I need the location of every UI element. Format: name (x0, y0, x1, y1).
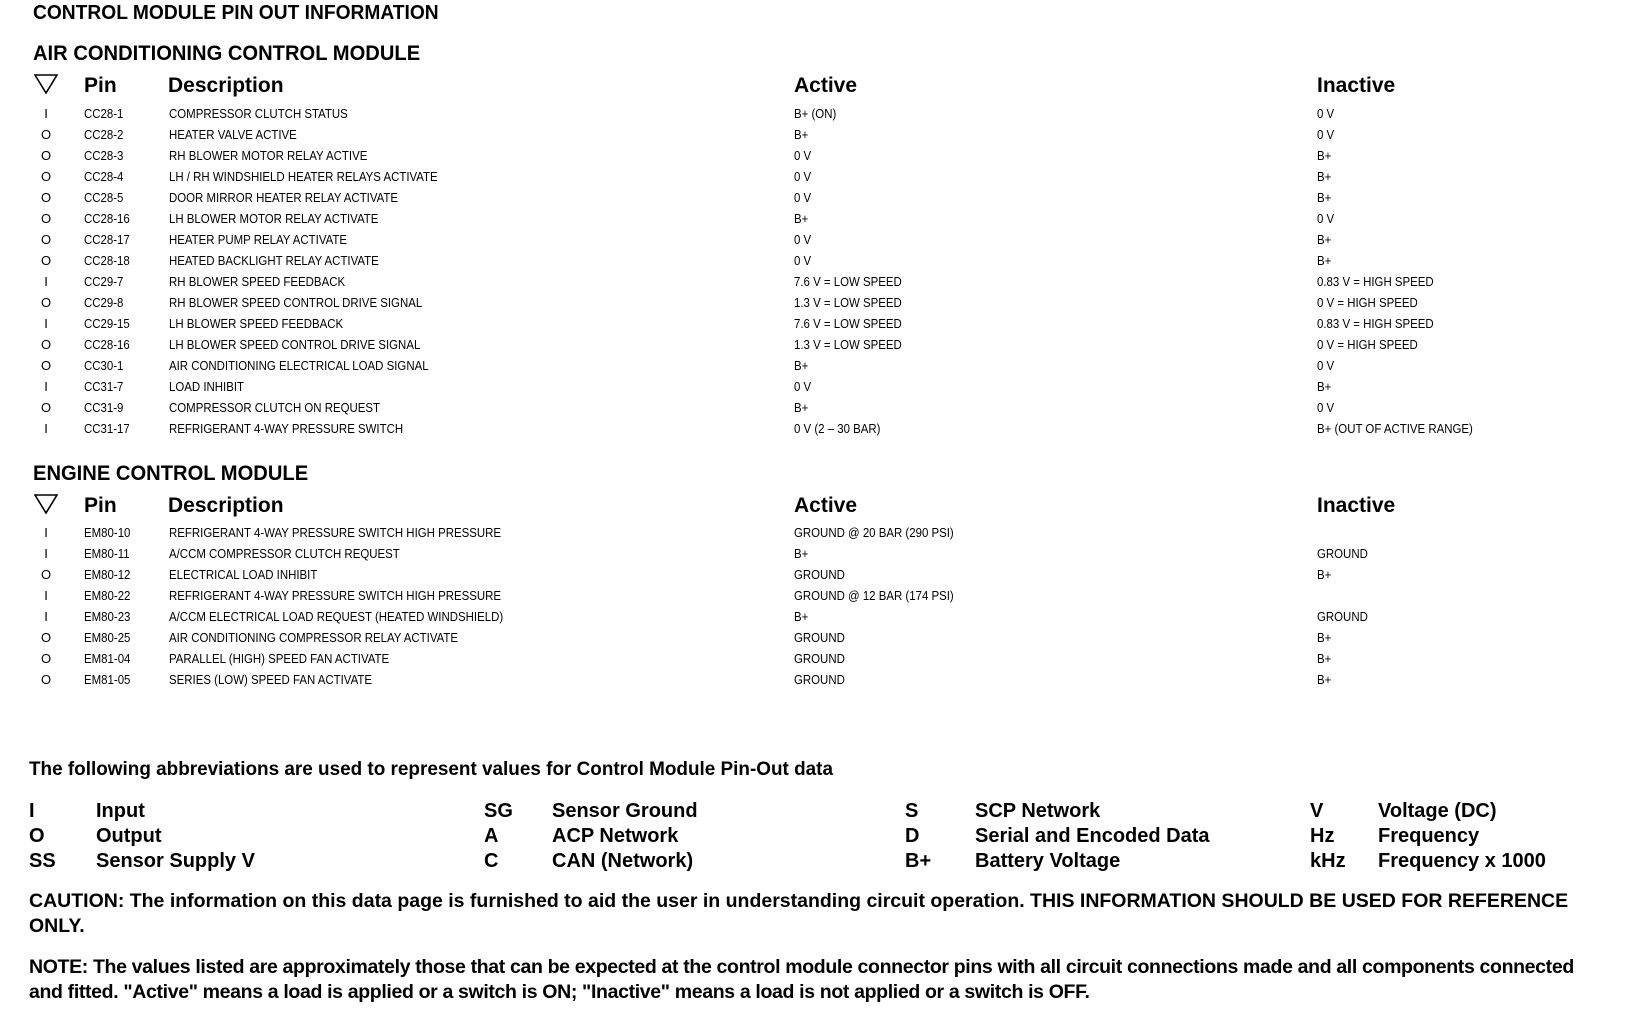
pin-value: CC28-16 (84, 211, 130, 226)
inactive-value: 0 V (1317, 106, 1335, 121)
abbr-code: S (905, 800, 919, 822)
description-value: DOOR MIRROR HEATER RELAY ACTIVATE (169, 190, 399, 205)
io-value: O (40, 127, 52, 142)
active-value: B+ (794, 400, 809, 415)
io-value: I (44, 525, 48, 540)
pin-value: CC28-5 (84, 190, 124, 205)
ecm-section-title: ENGINE CONTROL MODULE (33, 462, 309, 485)
abbr-code: B+ (905, 850, 932, 872)
description-value: LH BLOWER SPEED FEEDBACK (169, 316, 344, 331)
active-value: 0 V (794, 148, 812, 163)
abbr-meaning: Frequency x 1000 (1378, 850, 1546, 872)
description-value: AIR CONDITIONING ELECTRICAL LOAD SIGNAL (169, 358, 429, 373)
pin-value: EM81-05 (84, 672, 131, 687)
io-value: O (40, 148, 52, 163)
abbr-code: kHz (1310, 850, 1346, 872)
table-row (0, 124, 1632, 145)
io-value: O (40, 672, 52, 687)
description-value: A/CCM COMPRESSOR CLUTCH REQUEST (169, 546, 400, 561)
io-value: O (40, 358, 52, 373)
table-row (0, 522, 1632, 543)
active-value: B+ (794, 546, 809, 561)
table-row (0, 334, 1632, 355)
active-value: 0 V (794, 232, 812, 247)
active-value: GROUND @ 20 BAR (290 PSI) (794, 525, 954, 540)
io-value: I (44, 274, 48, 289)
note-text: NOTE: The values listed are approximately those that can be expected at the control module connector pins with all circuit connections made and all components connected and fitted. "Active" means a load is applied or a switch is ON; "Inactive" means a load is not applied or a switch is OFF. (29, 956, 1574, 1003)
inactive-value: 0.83 V = HIGH SPEED (1317, 316, 1434, 331)
abbr-meaning: Output (96, 825, 162, 847)
inactive-value: B+ (1317, 567, 1332, 582)
pin-value: CC29-8 (84, 295, 124, 310)
table-row (0, 313, 1632, 334)
inactive-value: 0 V (1317, 211, 1335, 226)
pin-column-header: Pin (84, 494, 117, 517)
active-value: GROUND (794, 567, 845, 582)
abbr-meaning: ACP Network (552, 825, 679, 847)
io-value: I (44, 379, 48, 394)
abbr-meaning: Sensor Supply V (96, 850, 255, 872)
active-value: GROUND (794, 651, 845, 666)
table-row (0, 627, 1632, 648)
abbr-meanings-col-3 (975, 799, 1210, 874)
caution-text: CAUTION: The information on this data page is furnished to aid the user in understanding circuit operation. THIS INFORMATION SHOULD BE USED FOR REFERENCE ONLY. (29, 890, 1569, 937)
abbr-meaning: Voltage (DC) (1378, 800, 1497, 822)
inactive-value: B+ (1317, 169, 1332, 184)
pin-value: CC29-15 (84, 316, 130, 331)
active-value: 1.3 V = LOW SPEED (794, 337, 902, 352)
description-value: AIR CONDITIONING COMPRESSOR RELAY ACTIVATE (169, 630, 459, 645)
abbr-meaning: Serial and Encoded Data (975, 825, 1210, 847)
table-row (0, 145, 1632, 166)
table-row (0, 103, 1632, 124)
pin-value: CC28-17 (84, 232, 130, 247)
abbr-meaning: CAN (Network) (552, 850, 694, 872)
abbr-code: SS (29, 850, 56, 872)
pin-value: EM80-12 (84, 567, 131, 582)
description-value: SERIES (LOW) SPEED FAN ACTIVATE (169, 672, 373, 687)
active-value: 0 V (2 – 30 BAR) (794, 421, 881, 436)
io-value: O (40, 651, 52, 666)
table-row (0, 187, 1632, 208)
abbr-code: D (905, 825, 920, 847)
io-value: I (44, 421, 48, 436)
pin-value: EM80-10 (84, 525, 131, 540)
active-value: 0 V (794, 253, 812, 268)
pin-value: CC28-4 (84, 169, 124, 184)
pin-value: CC30-1 (84, 358, 124, 373)
description-value: RH BLOWER SPEED CONTROL DRIVE SIGNAL (169, 295, 423, 310)
inactive-value: 0 V = HIGH SPEED (1317, 337, 1418, 352)
table-row (0, 250, 1632, 271)
acm-section-title: AIR CONDITIONING CONTROL MODULE (33, 42, 421, 65)
inactive-value: 0 V (1317, 400, 1335, 415)
active-value: B+ (ON) (794, 106, 837, 121)
active-value: GROUND @ 12 BAR (174 PSI) (794, 588, 954, 603)
table-row (0, 418, 1632, 439)
table-row (0, 606, 1632, 627)
pin-column-header: Pin (84, 74, 117, 97)
abbreviations-intro: The following abbreviations are used to represent values for Control Module Pin-Out data (29, 758, 833, 780)
description-value: HEATED BACKLIGHT RELAY ACTIVATE (169, 253, 379, 268)
table-row (0, 648, 1632, 669)
active-value: 7.6 V = LOW SPEED (794, 274, 902, 289)
pin-value: EM80-22 (84, 588, 131, 603)
table-row (0, 229, 1632, 250)
pin-value: EM81-04 (84, 651, 131, 666)
active-column-header: Active (794, 74, 858, 97)
inactive-value: 0.83 V = HIGH SPEED (1317, 274, 1434, 289)
pin-value: CC31-17 (84, 421, 130, 436)
io-value: O (40, 211, 52, 226)
table-row (0, 397, 1632, 418)
abbr-meaning: SCP Network (975, 800, 1101, 822)
triangle-down-icon (34, 494, 58, 514)
io-value: O (40, 337, 52, 352)
table-row (0, 585, 1632, 606)
io-value: O (40, 400, 52, 415)
description-value: HEATER VALVE ACTIVE (169, 127, 297, 142)
page-title: CONTROL MODULE PIN OUT INFORMATION (33, 2, 439, 24)
inactive-column-header: Inactive (1317, 74, 1396, 97)
abbr-codes-col-2 (484, 799, 513, 874)
acm-table (0, 103, 1632, 439)
io-value: I (44, 588, 48, 603)
description-value: RH BLOWER SPEED FEEDBACK (169, 274, 346, 289)
inactive-value: 0 V (1317, 127, 1335, 142)
ecm-table (0, 522, 1632, 690)
table-row (0, 543, 1632, 564)
pin-value: EM80-23 (84, 609, 131, 624)
io-value: I (44, 106, 48, 121)
pin-value: EM80-11 (84, 546, 130, 561)
active-value: 1.3 V = LOW SPEED (794, 295, 902, 310)
description-value: HEATER PUMP RELAY ACTIVATE (169, 232, 348, 247)
table-row (0, 355, 1632, 376)
abbr-code: C (484, 850, 499, 872)
abbr-code: SG (484, 800, 513, 822)
abbr-meaning: Battery Voltage (975, 850, 1121, 872)
active-value: B+ (794, 358, 809, 373)
inactive-value: B+ (1317, 379, 1332, 394)
description-column-header: Description (168, 494, 284, 517)
io-value: O (40, 190, 52, 205)
inactive-value: B+ (1317, 630, 1332, 645)
description-value: LH / RH WINDSHIELD HEATER RELAYS ACTIVATE (169, 169, 438, 184)
table-row (0, 292, 1632, 313)
io-value: O (40, 295, 52, 310)
pin-value: CC28-2 (84, 127, 124, 142)
pin-value: CC28-1 (84, 106, 124, 121)
io-value: O (40, 630, 52, 645)
io-value: O (40, 232, 52, 247)
abbr-codes-col-4 (1310, 799, 1346, 874)
inactive-value: B+ (1317, 651, 1332, 666)
active-value: 0 V (794, 169, 812, 184)
pin-value: CC31-9 (84, 400, 124, 415)
table-row (0, 166, 1632, 187)
description-value: LH BLOWER MOTOR RELAY ACTIVATE (169, 211, 379, 226)
inactive-value: B+ (1317, 253, 1332, 268)
active-value: 0 V (794, 190, 812, 205)
abbr-meanings-col-1 (96, 799, 255, 874)
abbr-meanings-col-4 (1378, 799, 1546, 874)
io-value: I (44, 609, 48, 624)
io-value: O (40, 169, 52, 184)
description-value: ELECTRICAL LOAD INHIBIT (169, 567, 318, 582)
active-value: GROUND (794, 630, 845, 645)
active-value: B+ (794, 211, 809, 226)
abbr-meaning: Sensor Ground (552, 800, 698, 822)
abbr-meaning: Frequency (1378, 825, 1480, 847)
description-value: COMPRESSOR CLUTCH STATUS (169, 106, 348, 121)
pin-value: CC29-7 (84, 274, 124, 289)
pin-value: CC31-7 (84, 379, 124, 394)
table-row (0, 208, 1632, 229)
pin-value: CC28-3 (84, 148, 124, 163)
pin-value: CC28-16 (84, 337, 130, 352)
abbr-codes-col-1 (29, 799, 56, 874)
active-value: 7.6 V = LOW SPEED (794, 316, 902, 331)
inactive-value: B+ (1317, 232, 1332, 247)
description-column-header: Description (168, 74, 284, 97)
description-value: COMPRESSOR CLUTCH ON REQUEST (169, 400, 381, 415)
description-value: PARALLEL (HIGH) SPEED FAN ACTIVATE (169, 651, 390, 666)
description-value: A/CCM ELECTRICAL LOAD REQUEST (HEATED WINDSHIELD) (169, 609, 504, 624)
io-value: O (40, 253, 52, 268)
inactive-value: GROUND (1317, 609, 1368, 624)
active-column-header: Active (794, 494, 858, 517)
abbr-code: I (29, 800, 35, 822)
inactive-column-header: Inactive (1317, 494, 1396, 517)
table-row (0, 669, 1632, 690)
inactive-value: 0 V (1317, 358, 1335, 373)
inactive-value: GROUND (1317, 546, 1368, 561)
abbr-meaning: Input (96, 800, 145, 822)
table-row (0, 376, 1632, 397)
description-value: REFRIGERANT 4-WAY PRESSURE SWITCH HIGH PRESSURE (169, 588, 502, 603)
io-value: O (40, 567, 52, 582)
pin-value: EM80-25 (84, 630, 131, 645)
io-value: I (44, 316, 48, 331)
active-value: 0 V (794, 379, 812, 394)
active-value: B+ (794, 127, 809, 142)
pin-value: CC28-18 (84, 253, 130, 268)
inactive-value: B+ (OUT OF ACTIVE RANGE) (1317, 421, 1473, 436)
table-row (0, 271, 1632, 292)
inactive-value: 0 V = HIGH SPEED (1317, 295, 1418, 310)
description-value: LOAD INHIBIT (169, 379, 245, 394)
abbr-code: O (29, 825, 45, 847)
triangle-down-icon (34, 74, 58, 94)
active-value: GROUND (794, 672, 845, 687)
inactive-value: B+ (1317, 672, 1332, 687)
description-value: REFRIGERANT 4-WAY PRESSURE SWITCH (169, 421, 404, 436)
active-value: B+ (794, 609, 809, 624)
io-value: I (44, 546, 48, 561)
abbr-meanings-col-2 (552, 799, 698, 874)
description-value: RH BLOWER MOTOR RELAY ACTIVE (169, 148, 368, 163)
abbr-code: V (1310, 800, 1324, 822)
description-value: LH BLOWER SPEED CONTROL DRIVE SIGNAL (169, 337, 421, 352)
inactive-value: B+ (1317, 190, 1332, 205)
abbr-codes-col-3 (905, 799, 931, 874)
table-row (0, 564, 1632, 585)
description-value: REFRIGERANT 4-WAY PRESSURE SWITCH HIGH PRESSURE (169, 525, 502, 540)
inactive-value: B+ (1317, 148, 1332, 163)
abbr-code: A (484, 825, 499, 847)
abbr-code: Hz (1310, 825, 1335, 847)
